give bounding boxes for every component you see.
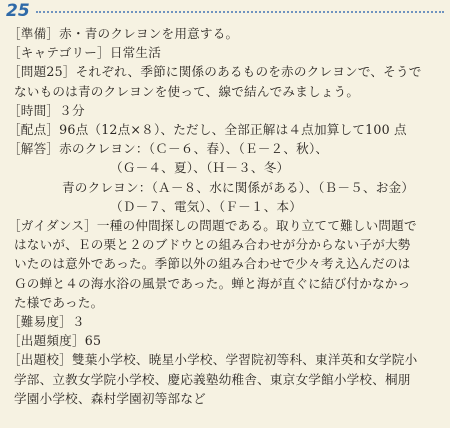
category-line: ［キャテゴリー］日常生活 bbox=[8, 45, 162, 61]
preparation-line: ［準備］赤・青のクレヨンを用意する。 bbox=[8, 26, 239, 41]
score-line: ［配点］96点（12点×８）、ただし、全部正解は４点加算して100 点 bbox=[8, 122, 407, 138]
guidance-line-2: はないが、Ｅの栗と２のブドウとの組み合わせが分からない子が大勢 bbox=[14, 237, 411, 253]
time-line: ［時間］３分 bbox=[8, 102, 85, 118]
guidance-line-4: Ｇの蝉と４の海水浴の風景であった。蝉と海が直ぐに結び付かなかっ bbox=[14, 275, 411, 291]
question-line-2: ないものは青のクレヨンを使って、線で結んでみましょう。 bbox=[14, 83, 360, 99]
problem-number: 25 bbox=[6, 1, 30, 21]
answer-red-line-2: （Ｇ－４、夏）、（Ｈ－３、冬） bbox=[110, 160, 290, 176]
answer-blue-line-1: 青のクレヨン：（Ａ－８、水に関係がある）、（Ｂ－５、お金） bbox=[62, 179, 415, 195]
difficulty-line: ［難易度］３ bbox=[8, 314, 85, 330]
guidance-line-3: いたのは意外であった。季節以外の組み合わせで少々考え込んだのは bbox=[14, 256, 411, 272]
dotted-divider bbox=[36, 11, 444, 13]
question-line-1: ［問題25］それぞれ、季節に関係のあるものを赤のクレヨンで、そうで bbox=[8, 64, 422, 80]
schools-line-1: ［出題校］雙葉小学校、暁星小学校、学習院初等科、東洋英和女学院小 bbox=[8, 352, 418, 368]
guidance-line-1: ［ガイダンス］一種の仲間探しの問題である。取り立てて難しい問題で bbox=[8, 218, 417, 234]
problem-content bbox=[8, 24, 446, 408]
answer-red-line-1: ［解答］赤のクレヨン：（Ｃ－６、春）、（Ｅ－２、秋）、 bbox=[8, 141, 329, 157]
guidance-line-5: た様であった。 bbox=[14, 294, 104, 310]
answer-blue-line-2: （Ｄ－７、電気）、（Ｆ－１、本） bbox=[110, 198, 303, 214]
schools-line-2: 学部、立教女学院小学校、慶応義塾幼稚舎、東京女学館小学校、桐朋 bbox=[14, 371, 411, 387]
section-header bbox=[0, 0, 450, 24]
schools-line-3: 学園小学校、森村学園初等部など bbox=[14, 390, 206, 406]
frequency-line: ［出題頻度］65 bbox=[8, 333, 102, 349]
